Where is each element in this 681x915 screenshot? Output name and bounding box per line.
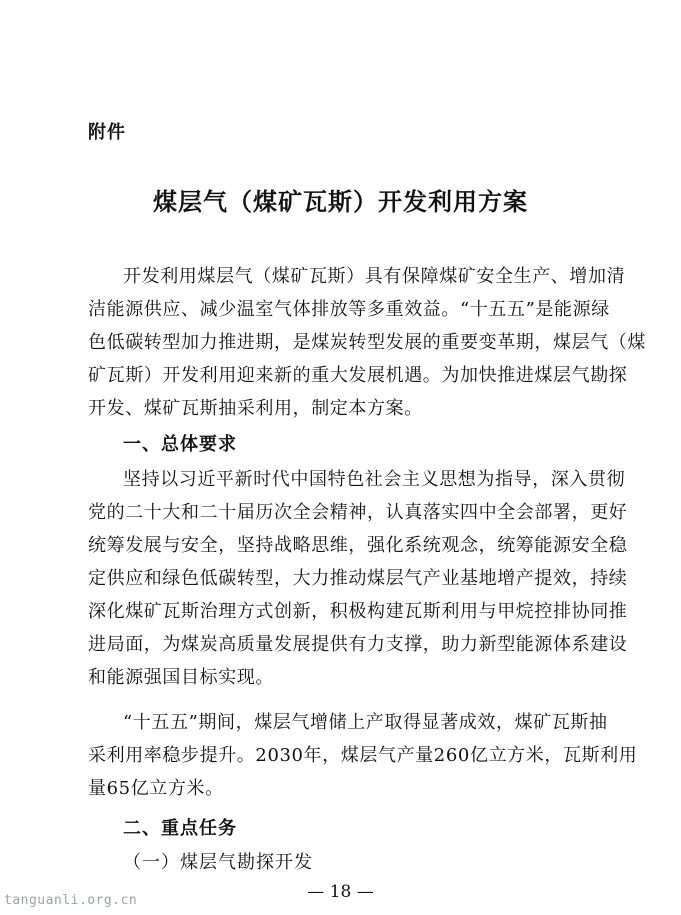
section1-line-4: 定供应和绿色低碳转型，大力推动煤层气产业基地增产提效，持续 <box>88 568 628 589</box>
intro-line-3: 色低碳转型加力推进期，是煤炭转型发展的重要变革期，煤层气（煤 <box>88 332 646 353</box>
attachment-label: 附件 <box>88 122 126 143</box>
section1-line-7: 和能源强国目标实现。 <box>88 667 274 688</box>
section-heading-key-tasks: 二、重点任务 <box>123 818 237 839</box>
section1-line-1: 坚持以习近平新时代中国特色社会主义思想为指导，深入贯彻 <box>123 469 626 490</box>
section1-line-3: 统筹发展与安全，坚持战略思维，强化系统观念，统筹能源安全稳 <box>88 535 628 556</box>
goals-line-3: 量65亿立方米。 <box>88 778 224 799</box>
document-title: 煤层气（煤矿瓦斯）开发利用方案 <box>153 187 528 216</box>
section1-line-6: 进局面，为煤炭高质量发展提供有力支撑，助力新型能源体系建设 <box>88 634 628 655</box>
intro-line-1: 开发利用煤层气（煤矿瓦斯）具有保障煤矿安全生产、增加清 <box>123 266 626 287</box>
intro-line-4: 矿瓦斯）开发利用迎来新的重大发展机遇。为加快推进煤层气勘探 <box>88 365 628 386</box>
watermark: tanguanli.org.cn <box>4 893 138 908</box>
section1-line-5: 深化煤矿瓦斯治理方式创新，积极构建瓦斯利用与甲烷控排协同推 <box>88 601 628 622</box>
page-number: — 18 — <box>307 882 374 902</box>
section1-line-2: 党的二十大和二十届历次全会精神，认真落实四中全会部署，更好 <box>88 502 628 523</box>
intro-line-2: 洁能源供应、减少温室气体排放等多重效益。“十五五”是能源绿 <box>88 299 610 320</box>
subsection-heading-cbm-exploration: （一）煤层气勘探开发 <box>123 852 313 873</box>
section-heading-general-requirements: 一、总体要求 <box>123 434 237 455</box>
intro-line-5: 开发、煤矿瓦斯抽采利用，制定本方案。 <box>88 398 423 419</box>
goals-line-1: “十五五”期间，煤层气增储上产取得显著成效，煤矿瓦斯抽 <box>123 712 608 733</box>
goals-line-2: 采利用率稳步提升。2030年，煤层气产量260亿立方米，瓦斯利用 <box>88 745 638 766</box>
